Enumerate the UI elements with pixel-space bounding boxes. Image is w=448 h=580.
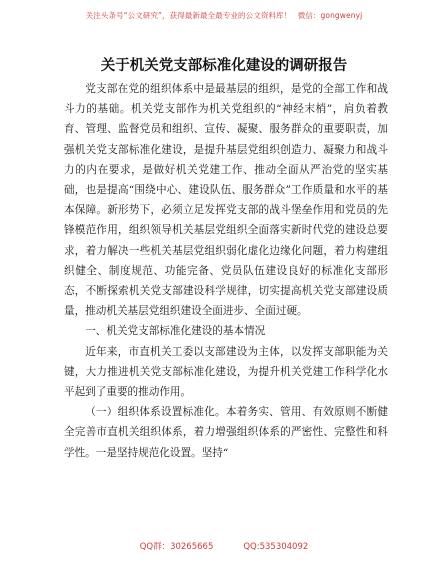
header-banner <box>0 10 448 21</box>
footer-contact <box>0 540 448 552</box>
document-title: 关于机关党支部标准化建设的调研报告 <box>100 58 348 74</box>
document-body <box>64 79 388 463</box>
paragraph-overview: 近年来，市直机关工委以支部建设为主体，以发挥支部职能为关键，大力推进机关党支部标准化建设，为提升机关党建工作科学化水平起到了重要的推动作用。 <box>64 345 388 399</box>
paragraph-intro: 党支部在党的组织体系中是最基层的组织，是党的全部工作和战斗力的基础。机关党支部作为机关党组织的“神经末梢”，肩负着教育、管理、监督党员和组织、宣传、凝聚、服务群众的重要职责，加强机关党支部标准化建设，是提升基层党组织创造力、凝聚力和战斗力的内在要求，是做好机关党建工作、推动全面从严治党的坚实基础，也是提高“围绕中心、建设队伍、服务群众”工作质量和水平的基本保障。新形势下，必须立足发挥党支部的战斗堡垒作用和党员的先锋模范作用，组织领导机关基层党组织全面落实新时代党的建设总要求，着力解决一些机关基层党组织弱化虚化边缘化问题，着力构建组织健全、制度规范、功能完备、党员队伍建设良好的标准化支部形态，不断探索机关党支部建设科学规律，切实提高机关党支部建设质量，推动机关基层党组织建设全面进步、全面过硬。 <box>64 83 388 318</box>
footer-qq-group: QQ群：30265665 <box>139 542 214 552</box>
banner-wechat-id: 微信：gongwenyj <box>297 11 363 20</box>
banner-promo-text: 关注头条号“公文研究”，获得最新最全最专业的公文资料库！ <box>85 11 292 20</box>
paragraph-organization: （一）组织体系设置标准化。本着务实、管用、有效原则不断健全完善市直机关组织体系，着力增强组织体系的严密性、完整性和科学性。一是坚持规范化设置。坚持“ <box>64 406 388 459</box>
footer-qq: QQ:535304092 <box>243 542 309 552</box>
section-heading-1: 一、机关党支部标准化建设的基本情况 <box>85 325 266 338</box>
